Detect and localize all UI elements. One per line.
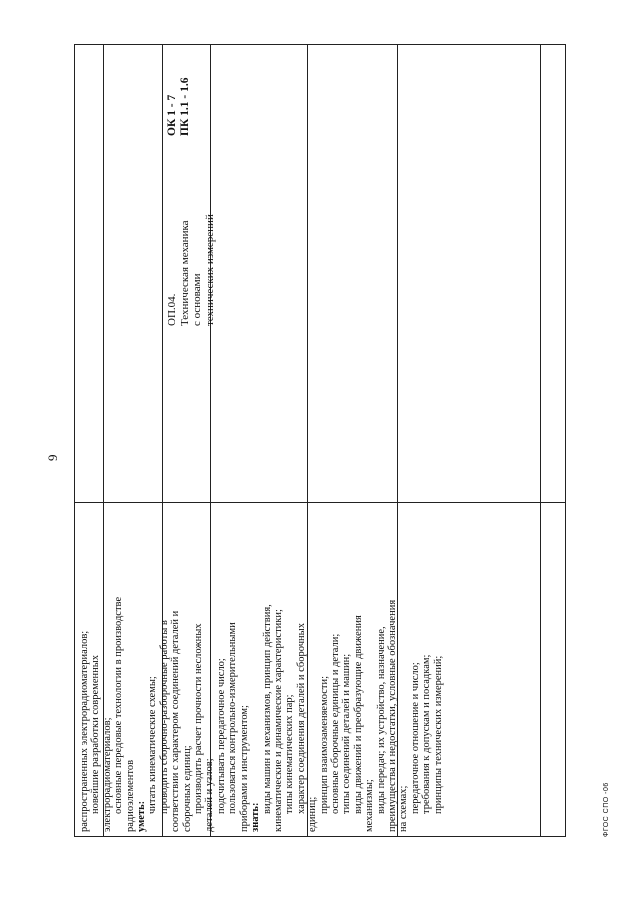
requirement-line: проводить сборочно-разборочные работы в xyxy=(158,620,170,814)
section-heading: знать: xyxy=(250,802,262,832)
requirement-line: типы соединений деталей и машин; xyxy=(341,653,353,814)
discipline-title-line: технических измерений xyxy=(203,214,216,326)
requirement-line: приборами и инструментом; xyxy=(238,705,250,832)
requirement-line: на схемах; xyxy=(398,785,410,832)
page-number: 9 xyxy=(45,454,60,461)
requirement-line: виды движений и преобразующие движения xyxy=(352,615,364,814)
section-heading: уметь: xyxy=(136,800,148,832)
requirement-line: принципы технических измерений; xyxy=(432,655,444,814)
requirement-line: передаточное отношение и число; xyxy=(409,662,421,814)
requirement-line: электрорадиоматериалов; xyxy=(101,717,113,832)
discipline-title-line: с основами xyxy=(191,273,203,326)
requirement-line: требования к допускам и посадкам; xyxy=(421,654,433,814)
requirement-line: новейшие разработки современных xyxy=(90,654,102,814)
requirement-line: читать кинематические схемы; xyxy=(147,676,159,814)
row-separator xyxy=(75,502,565,503)
competence-codes xyxy=(166,56,192,136)
requirement-line: механизмы; xyxy=(364,779,376,832)
requirement-line: виды машин и механизмов, принцип действия, xyxy=(261,604,273,814)
requirement-line: характер соединения деталей и сборочных xyxy=(295,623,307,814)
requirement-line: соответствии с характером соединений деталей и xyxy=(170,610,182,832)
requirement-line: радиоэлементов xyxy=(124,759,136,832)
requirement-line: подсчитывать передаточное число; xyxy=(215,658,227,814)
competence-ok: ОК 1 - 7 xyxy=(166,94,178,136)
requirement-line: виды передач; их устройство, назначение, xyxy=(375,626,387,814)
discipline-title-line: Техническая механика xyxy=(178,220,191,326)
requirement-line: пользоваться контрольно-измерительными xyxy=(227,622,239,814)
standard-table xyxy=(74,44,566,837)
requirement-line: преимущества и недостатки, условные обозначения xyxy=(386,599,398,832)
requirement-line: типы кинематических пар; xyxy=(284,694,296,814)
discipline-index: ОП.04. xyxy=(166,293,178,326)
requirements-text xyxy=(79,507,444,832)
requirement-line: деталей и узлов; xyxy=(204,758,216,832)
requirement-line: производить расчет прочности несложных xyxy=(193,623,205,814)
requirement-line: основные передовые технологии в производстве xyxy=(113,596,125,814)
competence-pk: ПК 1.1 - 1.6 xyxy=(179,77,191,136)
requirement-line: принцип взаимозаменяемости; xyxy=(318,675,330,814)
footer-code: ФГОС СПО -06 xyxy=(603,782,610,837)
requirement-line: распространенных электрорадиоматериалов; xyxy=(79,630,90,832)
table-rule xyxy=(540,45,541,836)
requirement-line: сборочных единиц; xyxy=(181,745,193,832)
requirement-line: единиц; xyxy=(307,796,319,832)
requirement-line: основные сборочные единицы и детали; xyxy=(329,633,341,814)
discipline-name xyxy=(166,176,216,326)
requirement-line: кинематические и динамические характеристики; xyxy=(272,609,284,832)
